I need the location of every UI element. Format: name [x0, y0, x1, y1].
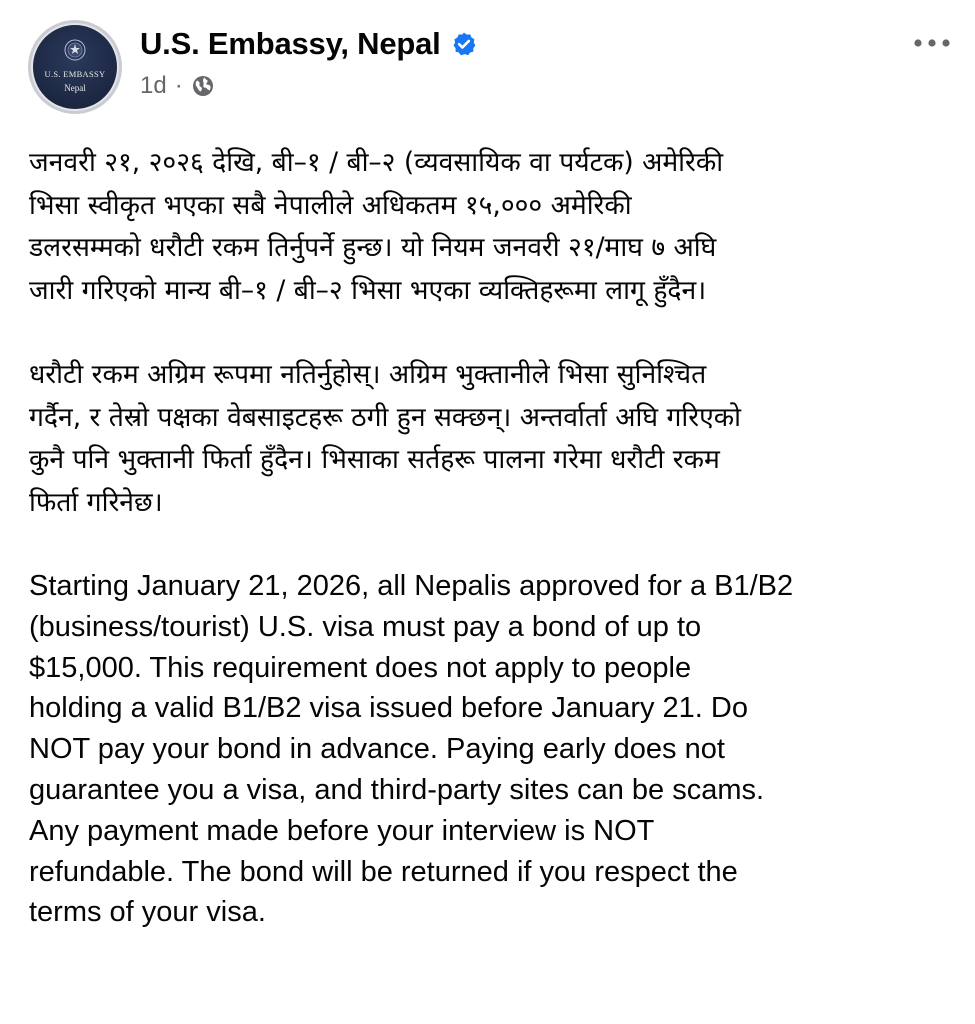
post-meta	[140, 72, 215, 100]
page-name-link[interactable]: U.S. Embassy, Nepal	[140, 26, 441, 61]
post-message	[29, 142, 959, 933]
post-header	[0, 0, 975, 120]
avatar-label-bottom: Nepal	[64, 83, 86, 93]
post-paragraph-nepali-1: जनवरी २१, २०२६ देखि, बी–१ / बी–२ (व्यवसायिक वा पर्यटक) अमेरिकी भिसा स्वीकृत भएका सबै नेपालीले अधिकतम १५,००० अमेरिकी डलरसम्मको धरौटी रकम तिर्नुपर्ने हुन्छ। यो नियम जनवरी २१/माघ ७ अघि जारी गरिएको मान्य बी–१ / बी–२ भिसा भएका व्यक्तिहरूमा लागू हुँदैन।	[29, 147, 724, 306]
post-paragraph-english: Starting January 21, 2026, all Nepalis approved for a B1/B2 (business/tourist) U.S. visa must pay a bond of up to $15,000. This requirement does not apply to people holding a valid B1/B2 visa issued before January 21. Do NOT pay your bond in advance. Paying early does not guarantee you a visa, and third-party sites can be scams. Any payment made before your interview is NOT refundable. The bond will be returned if you respect the terms of your visa.	[29, 570, 794, 929]
embassy-seal-icon	[64, 39, 86, 61]
more-options-icon	[913, 38, 951, 48]
post-timestamp[interactable]: 1d	[140, 72, 167, 99]
verified-badge-icon	[451, 31, 477, 57]
avatar-label-top: U.S. EMBASSY	[44, 69, 106, 79]
meta-separator: ·	[174, 72, 183, 99]
avatar-logo	[31, 23, 119, 111]
post-paragraph-nepali-2: धरौटी रकम अग्रिम रूपमा नतिर्नुहोस्। अग्रिम भुक्तानीले भिसा सुनिश्चित गर्दैन, र तेस्रो पक्षका वेबसाइटहरू ठगी हुन सक्छन्। अन्तर्वार्ता अघि गरिएको कुनै पनि भुक्तानी फिर्ता हुँदैन। भिसाका सर्तहरू पालना गरेमा धरौटी रकम फिर्ता गरिनेछ।	[29, 359, 741, 518]
more-options-button[interactable]	[910, 28, 954, 58]
page-avatar[interactable]	[28, 20, 122, 114]
globe-icon	[191, 74, 215, 98]
author-row	[140, 26, 477, 62]
